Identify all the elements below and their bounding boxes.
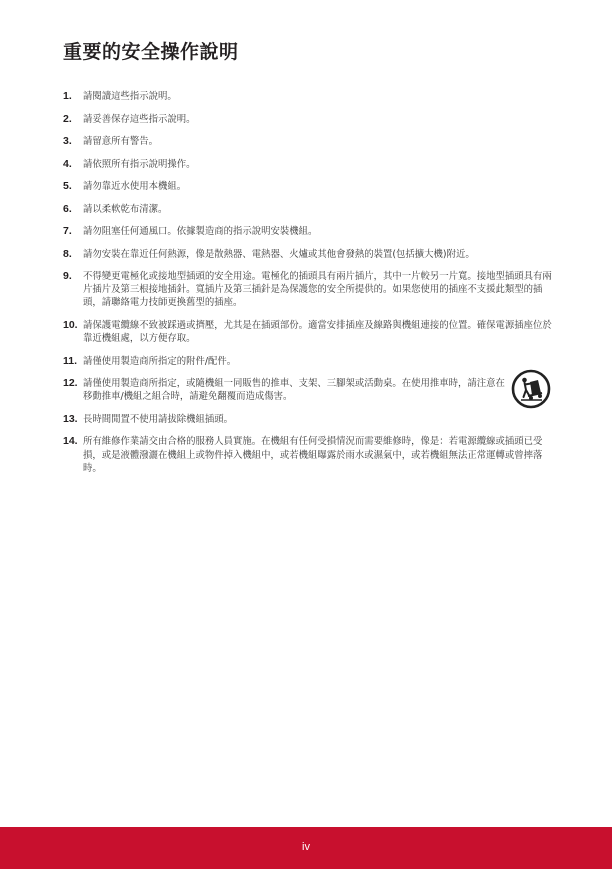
list-item (63, 319, 553, 345)
item-number: 6. (63, 202, 72, 215)
item-text: 請保護電纜線不致被踩過或擠壓，尤其是在插頭部份。適當安排插座及線路與機組連接的位置。確保電源插座位於靠近機組處，以方便存取。 (83, 319, 552, 345)
item-text: 請留意所有警告。 (83, 136, 159, 147)
item-text: 請以柔軟乾布清潔。 (83, 203, 168, 215)
item-text: 請閱讀這些指示說明。 (83, 91, 177, 102)
list-item (63, 270, 553, 310)
item-number: 7. (63, 225, 72, 237)
page-footer (0, 827, 612, 869)
item-text: 請勿阻塞任何通風口。依據製造商的指示說明安裝機組。 (83, 226, 318, 237)
item-number: 8. (63, 247, 72, 260)
list-item (63, 90, 553, 103)
item-number: 1. (63, 90, 72, 102)
page-title: 重要的安全操作說明 (63, 41, 239, 63)
item-number: 12. (63, 377, 78, 390)
list-item (63, 435, 553, 475)
item-text: 請勿靠近水使用本機組。 (83, 181, 187, 192)
list-item (63, 248, 553, 261)
item-text: 所有維修作業請交由合格的服務人員實施。在機組有任何受損情況而需要維修時，像是：若電源纜線或插頭已受損，或是液體潑灑在機組上或物件掉入機組中，或若機組曝露於雨水或濕氣中，或若機組無法正常運轉或曾摔落時。 (83, 436, 543, 474)
item-number: 2. (63, 112, 72, 125)
list-item (63, 135, 553, 148)
list-item (63, 225, 553, 238)
list-item (63, 180, 553, 193)
item-text: 請僅使用製造商所指定，或隨機組一同販售的推車、支架、三腳架或活動桌。在使用推車時，請注意在移動推車/機組之組合時，請避免翻覆而造成傷害。 (83, 378, 505, 403)
cart-tip-over-warning-icon (511, 369, 551, 409)
page-number: iv (302, 841, 310, 853)
list-item (63, 377, 553, 403)
item-number: 11. (63, 354, 78, 367)
item-text: 請僅使用製造商所指定的附件/配件。 (83, 355, 237, 367)
item-text: 不得變更電極化或接地型插頭的安全用途。電極化的插頭具有兩片插片，其中一片較另一片寬。接地型插頭具有兩片插片及第三根接地插針。寬插片及第三插針是為保護您的安全所提供的。如果您使用的插座不支援此類型的插頭，請聯絡電力技師更換舊型的插座。 (83, 271, 552, 309)
item-text: 請依照所有指示說明操作。 (83, 158, 196, 170)
item-text: 請妥善保存這些指示說明。 (83, 113, 196, 125)
item-number: 9. (63, 270, 72, 282)
list-item (63, 355, 553, 368)
item-number: 5. (63, 180, 72, 192)
item-number: 3. (63, 135, 72, 147)
item-number: 4. (63, 157, 72, 170)
list-item (63, 158, 553, 171)
item-text: 請勿安裝在靠近任何熱源，像是散熱器、電熱器、火爐或其他會發熱的裝置(包括擴大機)附近。 (83, 248, 475, 260)
list-item (63, 203, 553, 216)
item-number: 10. (63, 318, 78, 331)
item-number: 14. (63, 435, 78, 448)
item-number: 13. (63, 412, 78, 425)
list-item (63, 413, 553, 426)
list-item (63, 113, 553, 126)
safety-instructions-list (63, 90, 553, 475)
item-text: 長時間閒置不使用請拔除機組插頭。 (83, 413, 234, 425)
